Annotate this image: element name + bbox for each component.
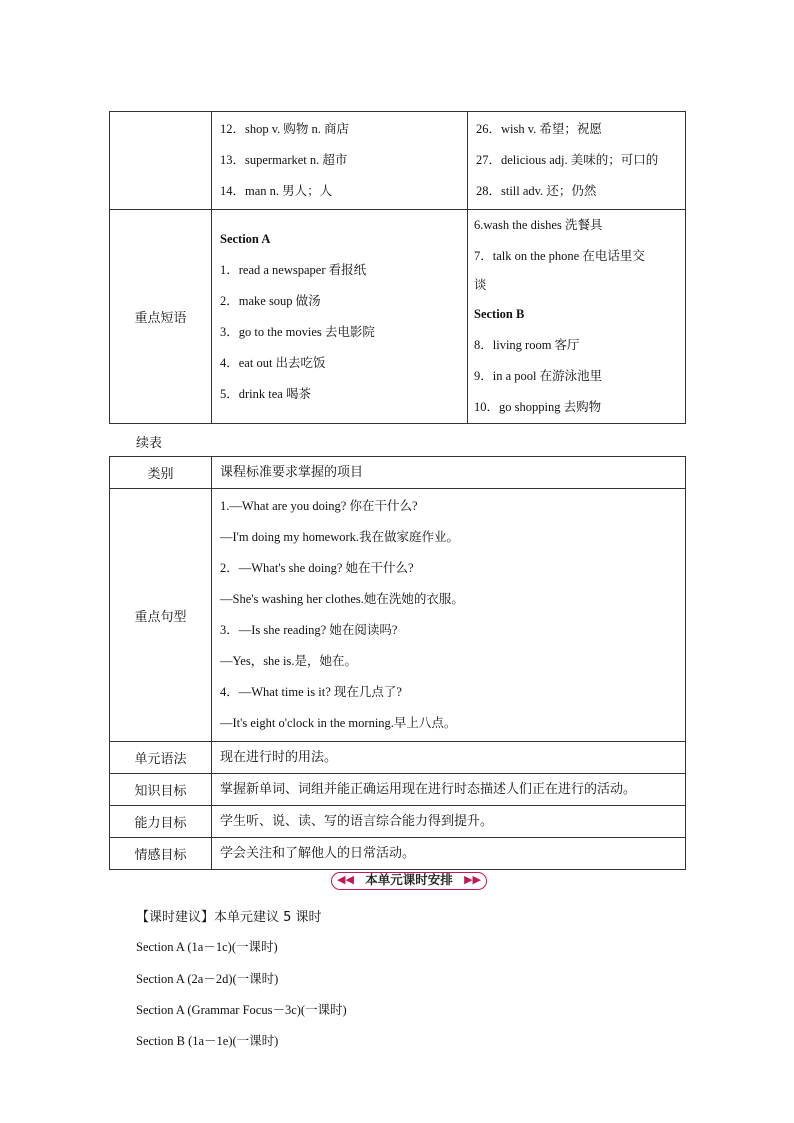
- double-left-arrow-icon: ◀◀: [337, 874, 354, 886]
- row-category: 单元语法: [110, 742, 212, 774]
- vocab-category-cell: [110, 112, 212, 210]
- ability-goal-row: [110, 806, 686, 838]
- row-content-cell: [212, 774, 686, 806]
- header-row: [110, 457, 686, 489]
- schedule-item: Section A (2a－2d)(一课时): [136, 972, 279, 986]
- sentence-item: —Yes，she is.是，她在。: [220, 654, 357, 668]
- phrase-item: 1．read a newspaper 看报纸: [220, 262, 367, 277]
- phrase-item: 8．living room 客厅: [474, 338, 580, 352]
- vocab-item: 28．still adv. 还；仍然: [476, 184, 597, 198]
- vocab-item: 27．delicious adj. 美味的；可口的: [476, 153, 659, 167]
- section-heading: Section A: [220, 231, 271, 246]
- phrase-item: 6.wash the dishes 洗餐具: [474, 218, 603, 232]
- sentence-item: 1.—What are you doing? 你在干什么?: [220, 499, 418, 513]
- phrase-item: 9．in a pool 在游泳池里: [474, 369, 603, 383]
- sentence-item: —She's washing her clothes.她在洗她的衣服。: [220, 592, 464, 606]
- schedule-item: Section B (1a－1e)(一课时): [136, 1034, 279, 1048]
- knowledge-goal-row: [110, 774, 686, 806]
- sentences-cell: [212, 489, 686, 742]
- sentence-item: 2．—What's she doing? 她在干什么?: [220, 561, 414, 575]
- continued-label: 续表: [136, 436, 163, 451]
- phrases-right-cell: [468, 210, 686, 424]
- sentence-item: 3．—Is she reading? 她在阅读吗?: [220, 623, 398, 637]
- phrase-item: 2．make soup 做汤: [220, 293, 321, 308]
- schedule-banner: [331, 870, 487, 890]
- phrase-item-continued: 谈: [474, 278, 487, 292]
- emotion-goal-row: [110, 838, 686, 870]
- vocab-item: 13．supermarket n. 超市: [220, 153, 348, 167]
- phrase-item: 10．go shopping 去购物: [474, 400, 602, 414]
- vocab-item: 26．wish v. 希望；祝愿: [476, 122, 602, 136]
- sentence-item: —I'm doing my homework.我在做家庭作业。: [220, 530, 460, 544]
- lesson-suggestion: 【课时建议】本单元建议 5 课时: [136, 910, 322, 925]
- sentence-item: 4．—What time is it? 现在几点了?: [220, 685, 402, 699]
- vocab-left-cell: [212, 112, 468, 210]
- phrases-left-cell: [212, 210, 468, 424]
- phrase-item: 5．drink tea 喝茶: [220, 386, 311, 401]
- vocab-row: [110, 112, 686, 210]
- grammar-row: [110, 742, 686, 774]
- row-content: 学生听、说、读、写的语言综合能力得到提升。: [220, 814, 494, 829]
- phrase-item: 4．eat out 出去吃饭: [220, 355, 326, 370]
- phrase-item: 7．talk on the phone 在电话里交: [474, 249, 645, 263]
- row-category: 知识目标: [110, 774, 212, 806]
- vocab-phrase-table: [109, 111, 686, 424]
- section-heading: Section B: [474, 307, 525, 321]
- schedule-item: Section A (Grammar Focus－3c)(一课时): [136, 1003, 347, 1017]
- banner-title: 本单元课时安排: [365, 872, 453, 887]
- row-content: 现在进行时的用法。: [220, 750, 338, 765]
- curriculum-table: [109, 456, 686, 870]
- sentences-category: 重点句型: [110, 489, 212, 742]
- sentence-item: —It's eight o'clock in the morning.早上八点。: [220, 716, 457, 730]
- row-content-cell: [212, 806, 686, 838]
- schedule-item: Section A (1a－1c)(一课时): [136, 940, 278, 954]
- header-category: 类别: [110, 457, 212, 489]
- phrase-item: 3．go to the movies 去电影院: [220, 324, 375, 339]
- row-category: 能力目标: [110, 806, 212, 838]
- row-content-cell: [212, 742, 686, 774]
- header-items: 课程标准要求掌握的项目: [220, 465, 364, 480]
- double-right-arrow-icon: ▶▶: [464, 874, 481, 886]
- vocab-item: 12．shop v. 购物 n. 商店: [220, 122, 350, 136]
- row-content-cell: [212, 838, 686, 870]
- sentences-row: [110, 489, 686, 742]
- header-items-cell: [212, 457, 686, 489]
- vocab-item: 14．man n. 男人；人: [220, 184, 333, 198]
- vocab-right-cell: [468, 112, 686, 210]
- phrases-row: [110, 210, 686, 424]
- phrases-category: 重点短语: [110, 210, 212, 424]
- row-category: 情感目标: [110, 838, 212, 870]
- row-content: 学会关注和了解他人的日常活动。: [220, 846, 416, 861]
- row-content: 掌握新单词、词组并能正确运用现在进行时态描述人们正在进行的活动。: [220, 782, 637, 797]
